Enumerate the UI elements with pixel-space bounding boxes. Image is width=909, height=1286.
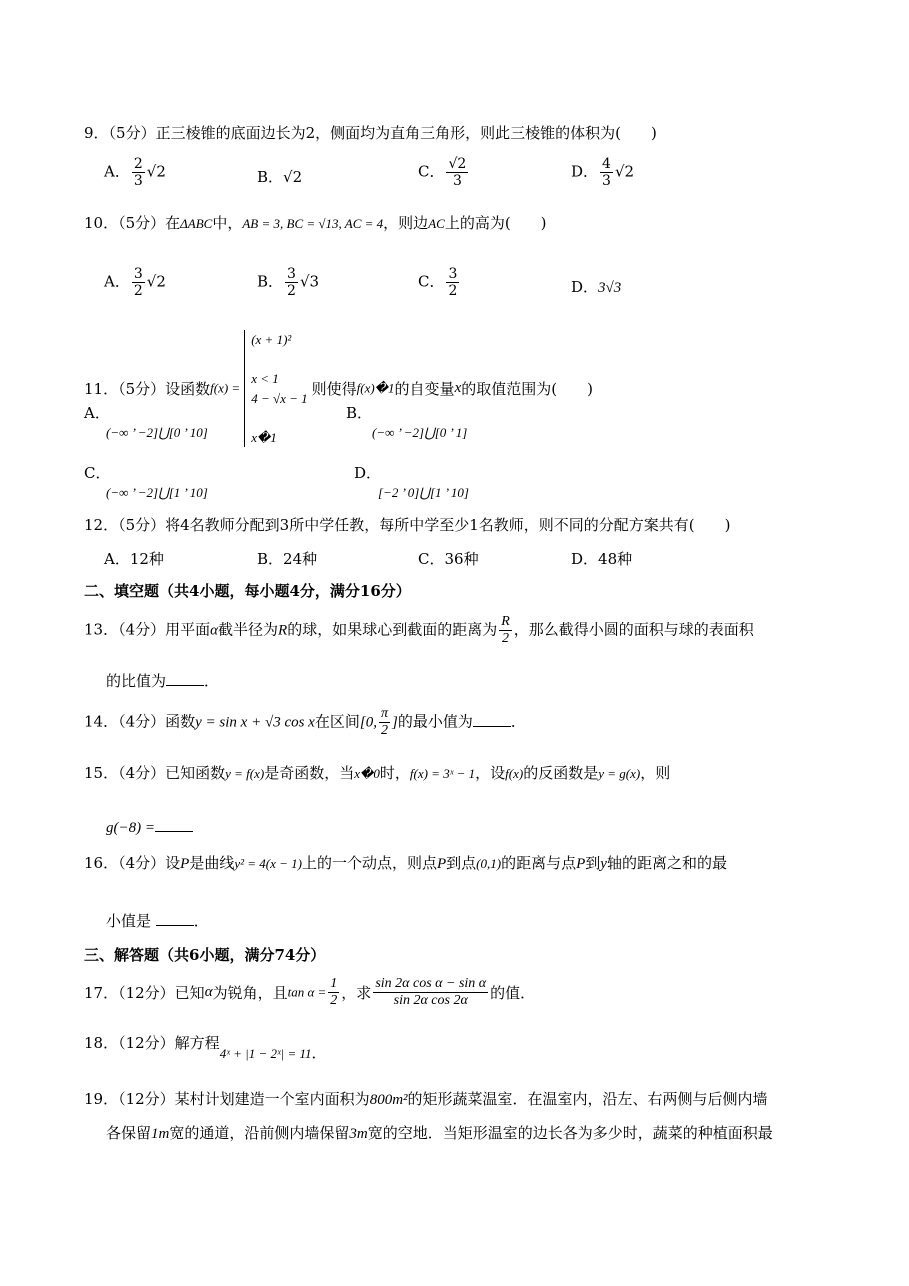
fraction: $\frac{3}{2}$: [287, 266, 296, 300]
q12-option-c: C．36种: [418, 550, 479, 568]
fraction: $\frac{3}{2}$: [448, 266, 458, 300]
option-label: A．: [104, 162, 130, 181]
q11-option-a: A． (−∞ ’ −2]⋃[0 ’ 10]: [84, 404, 208, 440]
q11-option-d: D． [−2 ’ 0]⋃[1 ’ 10]: [354, 464, 469, 500]
q10-option-b: B． $\frac{3}{2}$ √3: [257, 266, 320, 300]
expression-fraction: $\frac{\text{sin 2α cos α − sin α}}{\text{sin 2α cos 2α}}$: [375, 976, 487, 1009]
question-13-line-2: 的比值为 ．: [106, 672, 220, 690]
q9-option-c: C． $\frac{√2}{3}$: [418, 156, 467, 190]
question-15-stem: 15．（4分）已知函数y = f(x)是奇函数，当x�0时，f(x) = 3ˣ − 1，设f(x)的反函数是y = g(x)，则: [84, 764, 671, 782]
q10-option-c: C． $\frac{3}{2}$: [418, 266, 458, 300]
fraction: $\frac{3}{2}$: [133, 266, 143, 300]
q10-option-d: D．3√3: [571, 278, 622, 296]
q10-option-a: A． $\frac{3}{2}$ √2: [104, 266, 166, 300]
question-19-line-2: 各保留1m宽的通道，沿前侧内墙保留3m宽的空地．当矩形温室的边长各为多少时，蔬菜的种植面积最: [106, 1124, 773, 1142]
question-17-stem: 17．（12分）已知α为锐角，且tan α = $\frac{1}{2}$ ，求 $\frac{\text{sin 2α cos α − sin α}}{\text{sin 2α cos 2α}}$ 的值．: [84, 976, 536, 1009]
question-10-stem: 10．（5分）在ΔABC中，AB = 3, BC = √13, AC = 4，则边AC上的高为( ): [84, 214, 547, 232]
question-12-stem: 12．（5分）将4名教师分配到3所中学任教，每所中学至少1名教师，则不同的分配方案共有( ): [84, 516, 731, 534]
answer-blank: [155, 830, 193, 832]
fraction: $\frac{4}{3}$: [602, 156, 611, 190]
question-19-stem: 19．（12分）某村计划建造一个室内面积为800m²的矩形蔬菜温室．在温室内，沿左、右两侧与后侧内墙: [84, 1090, 768, 1108]
q9-option-a: A． $\frac{2}{3}$ √2: [104, 156, 166, 190]
q12-option-a: A．12种: [104, 550, 164, 568]
question-14-stem: 14．（4分）函数y = sin x + √3 cos x在区间[0, $\frac{\pi}{2}$ ]的最小值为 ．: [84, 706, 526, 739]
answer-blank: [473, 725, 511, 727]
question-11-stem: 11．（5分）设函数f(x) = (x + 1)² x < 1 4 − √x − 1 x�1 则使得f(x)�1的自变量x的取值范围为( ): [84, 330, 593, 447]
fraction: $\frac{√2}{3}$: [448, 156, 467, 190]
q11-option-b: B． (−∞ ’ −2]⋃[0 ’ 1]: [346, 404, 468, 440]
q9-option-d: D． $\frac{4}{3}$ √2: [571, 156, 635, 190]
q9-option-b: B．√2: [257, 168, 303, 186]
question-18-stem: 18．（12分）解方程4ˣ + |1 − 2ˣ| = 11．: [84, 1034, 327, 1062]
answer-blank: [156, 924, 194, 926]
question-13-stem: 13．（4分）用平面α截半径为R的球，如果球心到截面的距离为 $\frac{R}{2}$ ，那么截得小圆的面积与球的表面积: [84, 614, 754, 647]
q11-option-c: C． (−∞ ’ −2]⋃[1 ’ 10]: [84, 464, 208, 500]
question-16-line-2: 小值是 ．: [106, 912, 209, 930]
question-15-line-2: g(−8) =: [106, 818, 193, 837]
fraction: $\frac{\pi}{2}$: [380, 706, 388, 739]
answer-blank: [166, 684, 204, 686]
fraction: $\frac{2}{3}$: [133, 156, 143, 190]
section-2-heading: 二、填空题（共4小题，每小题4分，满分16分）: [84, 582, 411, 600]
q12-option-b: B．24种: [257, 550, 318, 568]
question-16-stem: 16．（4分）设P是曲线y² = 4(x − 1)上的一个动点，则点P到点(0,1)的距离与点P到y轴的距离之和的最: [84, 854, 727, 872]
q12-option-d: D．48种: [571, 550, 633, 568]
section-3-heading: 三、解答题（共6小题，满分74分）: [84, 946, 326, 964]
question-9-stem: 9．（5分）正三棱锥的底面边长为2，侧面均为直角三角形，则此三棱锥的体积为( ): [84, 124, 657, 142]
fraction: $\frac{R}{2}$: [501, 614, 510, 647]
piecewise-function: (x + 1)² x < 1 4 − √x − 1 x�1: [244, 330, 307, 447]
fraction: $\frac{1}{2}$: [330, 976, 338, 1009]
